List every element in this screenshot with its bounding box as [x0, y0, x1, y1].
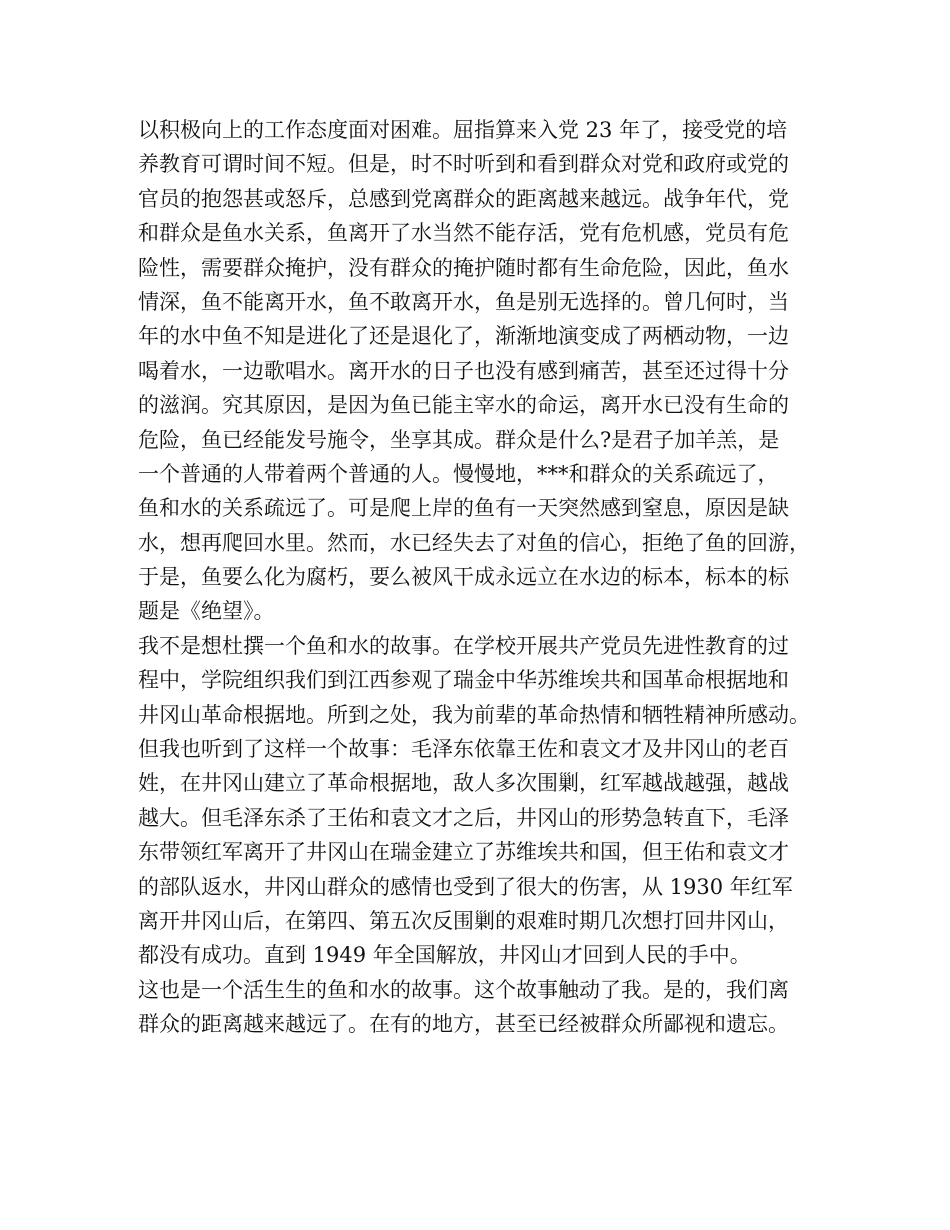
text-line: 题是《绝望》。	[138, 599, 275, 624]
text-line: 情深，鱼不能离开水，鱼不敢离开水，鱼是别无选择的。曾几何时，当	[138, 289, 789, 314]
text-line: 井冈山革命根据地。所到之处，我为前辈的革命热情和牺牲精神所感动。	[138, 702, 810, 727]
text-line: 和群众是鱼水关系，鱼离开了水当然不能存活，党有危机感，党员有危	[138, 221, 789, 246]
text-line: 姓，在井冈山建立了革命根据地，敌人多次围剿，红军越战越强，越战	[138, 771, 789, 796]
text-line: 一个普通的人带着两个普通的人。慢慢地，***和群众的关系疏远了，	[138, 461, 779, 486]
text-line: 水，想再爬回水里。然而，水已经失去了对鱼的信心，拒绝了鱼的回游，	[138, 530, 810, 555]
text-line: 于是，鱼要么化为腐朽，要么被风干成永远立在水边的标本，标本的标	[138, 565, 789, 590]
text-line: 的部队返水，井冈山群众的感情也受到了很大的伤害，从 1930 年红军	[138, 874, 793, 899]
text-line: 鱼和水的关系疏远了。可是爬上岸的鱼有一天突然感到窒息，原因是缺	[138, 496, 789, 521]
text-line: 东带领红军离开了井冈山在瑞金建立了苏维埃共和国，但王佑和袁文才	[138, 840, 789, 865]
text-line: 年的水中鱼不知是进化了还是退化了，渐渐地演变成了两栖动物，一边	[138, 324, 789, 349]
text-line: 我不是想杜撰一个鱼和水的故事。在学校开展共产党员先进性教育的过	[138, 633, 789, 658]
text-line: 越大。但毛泽东杀了王佑和袁文才之后，井冈山的形势急转直下，毛泽	[138, 805, 789, 830]
text-line: 喝着水，一边歌唱水。离开水的日子也没有感到痛苦，甚至还过得十分	[138, 358, 789, 383]
body-text	[138, 113, 828, 1042]
text-line: 但我也听到了这样一个故事：毛泽东依靠王佐和袁文才及井冈山的老百	[138, 737, 789, 762]
text-line: 都没有成功。直到 1949 年全国解放，井冈山才回到人民的手中。	[138, 943, 751, 968]
text-line: 危险，鱼已经能发号施令，坐享其成。群众是什么?是君子加羊羔，是	[138, 427, 780, 452]
text-line: 这也是一个活生生的鱼和水的故事。这个故事触动了我。是的，我们离	[138, 977, 789, 1002]
text-line: 以积极向上的工作态度面对困难。屈指算来入党 23 年了，接受党的培	[138, 118, 788, 142]
text-line: 群众的距离越来越远了。在有的地方，甚至已经被群众所鄙视和遗忘。	[138, 1012, 789, 1037]
text-line: 离开井冈山后，在第四、第五次反围剿的艰难时期几次想打回井冈山，	[138, 908, 789, 933]
text-line: 养教育可谓时间不短。但是，时不时听到和看到群众对党和政府或党的	[138, 152, 789, 177]
text-line: 官员的抱怨甚或怒斥，总感到党离群众的距离越来越远。战争年代，党	[138, 186, 789, 211]
text-line: 的滋润。究其原因，是因为鱼已能主宰水的命运，离开水已没有生命的	[138, 393, 789, 418]
text-line: 险性，需要群众掩护，没有群众的掩护随时都有生命危险，因此，鱼水	[138, 255, 789, 280]
text-line: 程中，学院组织我们到江西参观了瑞金中华苏维埃共和国革命根据地和	[138, 668, 789, 693]
